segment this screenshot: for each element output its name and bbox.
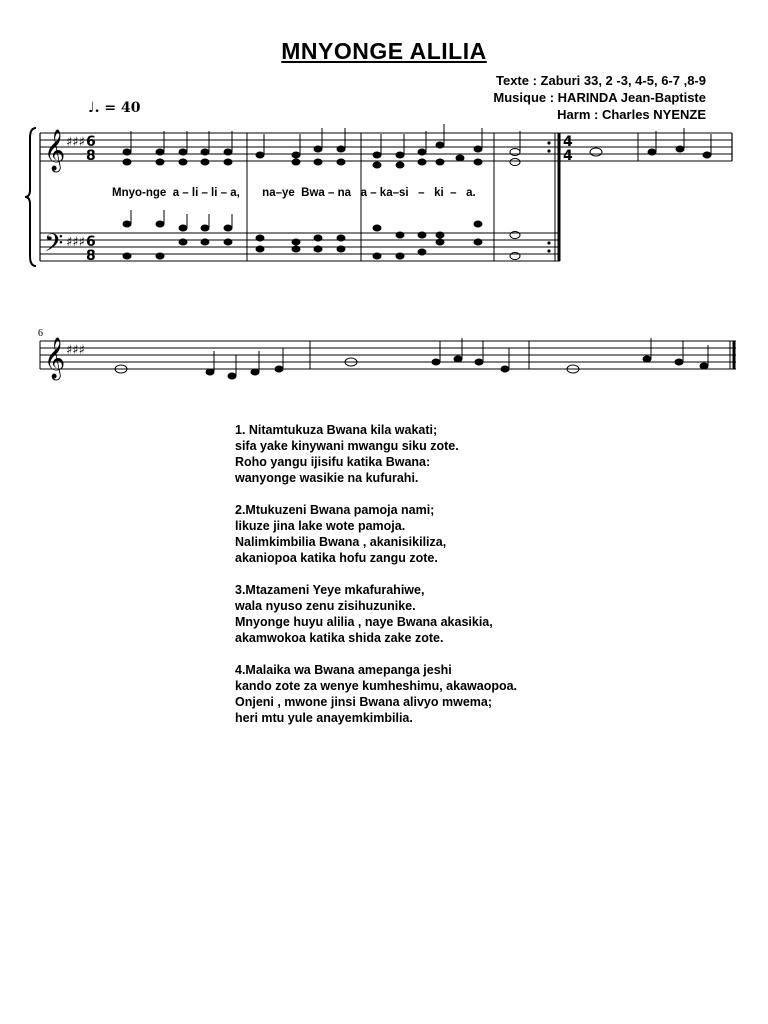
- verse-line: akamwokoa katika shida zake zote.: [235, 631, 444, 645]
- lyrics-line: Mnyo-nge a – li – li – a, na–ye Bwa – na a – ka–si – ki – a.: [112, 187, 476, 199]
- bass-clef-icon: 𝄢: [44, 229, 64, 264]
- time-signature-top: 6: [86, 134, 96, 150]
- time-signature-change-bottom: 4: [563, 148, 573, 164]
- stanza-3: [235, 582, 517, 646]
- verse-line: 4.Malaika wa Bwana amepanga jeshi: [235, 663, 452, 677]
- music-credit: Musique : HARINDA Jean-Baptiste: [493, 90, 706, 105]
- verse-line: wala nyuso zenu zisihuzunike.: [235, 599, 416, 613]
- text-credit: Texte : Zaburi 33, 2 -3, 4-5, 6-7 ,8-9: [495, 73, 706, 88]
- verse-line: Onjeni , mwone jinsi Bwana alivyo mwema;: [235, 695, 493, 709]
- verse-line: akaniopoa katika hofu zangu zote.: [235, 551, 438, 565]
- verse-line: 2.Mtukuzeni Bwana pamoja nami;: [235, 503, 435, 517]
- time-signature-bass-top: 6: [86, 234, 96, 250]
- verse-line: heri mtu yule anayemkimbilia.: [235, 711, 413, 725]
- verses-block: [235, 422, 517, 742]
- key-signature-treble-2: ♯♯♯: [66, 343, 85, 358]
- verse-line: 1. Nitamtukuza Bwana kila wakati;: [235, 423, 438, 437]
- verse-line: Mnyonge huyu alilia , naye Bwana akasikia,: [235, 615, 493, 629]
- stanza-1: [235, 422, 517, 486]
- verse-line: wanyonge wasikie na kufurahi.: [235, 471, 419, 485]
- time-signature-change-top: 4: [563, 134, 573, 150]
- verse-line: Nalimkimbilia Bwana , akanisikiliza,: [235, 535, 447, 549]
- staff-system-2: [40, 341, 736, 369]
- verse-line: kando zote za wenye kumheshimu, akawaopoa.: [235, 679, 518, 693]
- harmony-credit: Harm : Charles NYENZE: [557, 107, 706, 122]
- treble-clef-icon: 𝄞: [44, 130, 66, 171]
- page-title: MNYONGE ALILIA: [281, 38, 487, 64]
- stanza-2: [235, 502, 517, 566]
- measure-number: 6: [38, 328, 43, 339]
- key-signature-bass: ♯♯♯: [66, 235, 85, 250]
- music-score: [0, 0, 768, 400]
- tempo-marking: ♩. = 40: [88, 100, 141, 116]
- verse-line: likuze jina lake wote pamoja.: [235, 519, 406, 533]
- verse-line: Roho yangu ijisifu katika Bwana:: [235, 455, 431, 469]
- treble-clef-icon-2: 𝄞: [44, 338, 66, 379]
- time-signature-bass-bottom: 8: [86, 248, 96, 264]
- key-signature-treble: ♯♯♯: [66, 135, 85, 150]
- verse-line: sifa yake kinywani mwangu siku zote.: [235, 439, 459, 453]
- verse-line: 3.Mtazameni Yeye mkafurahiwe,: [235, 583, 425, 597]
- notes-system-2: [44, 337, 708, 380]
- time-signature-bottom: 8: [86, 148, 96, 164]
- stanza-4: [235, 662, 517, 726]
